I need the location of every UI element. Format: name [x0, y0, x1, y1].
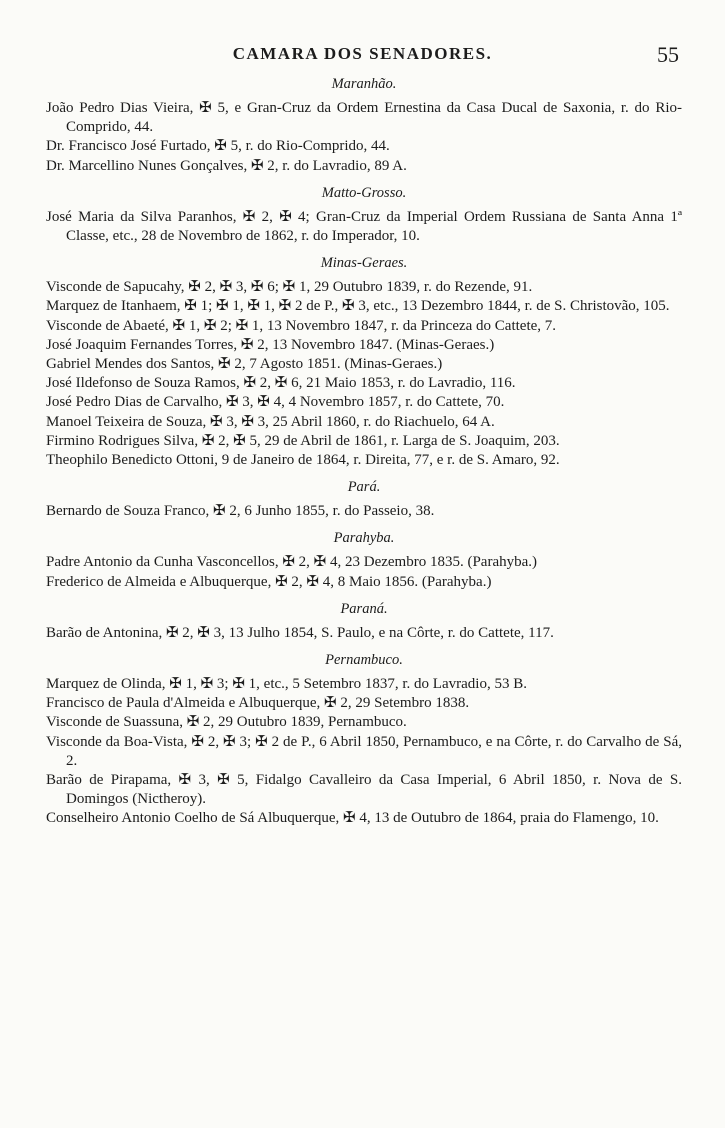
senator-entry: João Pedro Dias Vieira, ✠ 5, e Gran-Cruz da Ordem Ernestina da Casa Ducal de Saxonia, r. do Rio-Comprido, 44.	[46, 100, 682, 136]
senator-list	[46, 278, 682, 470]
senator-entry: Theophilo Benedicto Ottoni, 9 de Janeiro de 1864, r. Direita, 77, e r. de S. Amaro, 92.	[46, 452, 560, 469]
province-heading: Matto-Grosso.	[321, 184, 407, 201]
province-heading: Maranhão.	[331, 76, 397, 92]
senator-entry: Francisco de Paula d'Almeida e Albuquerque, ✠ 2, 29 Setembro 1838.	[46, 695, 470, 712]
senator-list	[46, 99, 682, 176]
senator-entry: Dr. Marcellino Nunes Gonçalves, ✠ 2, r. do Lavradio, 89 A.	[46, 157, 407, 174]
senator-entry: José Joaquim Fernandes Torres, ✠ 2, 13 Novembro 1847. (Minas-Geraes.)	[46, 336, 495, 353]
running-title: CAMARA DOS SENADORES.	[232, 44, 493, 63]
senator-entry: Visconde de Abaeté, ✠ 1, ✠ 2; ✠ 1, 13 Novembro 1847, r. da Princeza do Cattete, 7.	[46, 317, 557, 334]
senator-entry: Dr. Francisco José Furtado, ✠ 5, r. do Rio-Comprido, 44.	[46, 138, 390, 155]
senator-list	[46, 624, 682, 643]
senator-entry: Padre Antonio da Cunha Vasconcellos, ✠ 2, ✠ 4, 23 Dezembro 1835. (Parahyba.)	[46, 554, 538, 571]
province-heading: Minas-Geraes.	[320, 255, 408, 272]
senator-list	[46, 675, 682, 829]
senator-entry: Barão de Pirapama, ✠ 3, ✠ 5, Fidalgo Cavalleiro da Casa Imperial, 6 Abril 1850, r. Nova de S. Domingos (Nictheroy).	[46, 772, 682, 808]
senator-entry: José Pedro Dias de Carvalho, ✠ 3, ✠ 4, 4 Novembro 1857, r. do Cattete, 70.	[46, 394, 505, 411]
page-number: 55	[657, 42, 679, 67]
senator-entry: Manoel Teixeira de Souza, ✠ 3, ✠ 3, 25 Abril 1860, r. do Riachuelo, 64 A.	[46, 413, 495, 430]
province-heading: Paraná.	[340, 600, 388, 617]
senator-entry: Marquez de Olinda, ✠ 1, ✠ 3; ✠ 1, etc., 5 Setembro 1837, r. do Lavradio, 53 B.	[46, 676, 527, 693]
senator-entry: José Maria da Silva Paranhos, ✠ 2, ✠ 4; Gran-Cruz da Imperial Ordem Russiana de Santa Anna 1ª Classe, etc., 28 de Novembro de 1862, r. do Imperador, 10.	[46, 208, 682, 245]
page-header	[0, 44, 725, 70]
senator-entry: Gabriel Mendes dos Santos, ✠ 2, 7 Agosto 1851. (Minas-Geraes.)	[46, 356, 443, 373]
senator-entry: Firmino Rodrigues Silva, ✠ 2, ✠ 5, 29 de Abril de 1861, r. Larga de S. Joaquim, 203.	[46, 432, 560, 449]
senator-entry: Visconde de Sapucahy, ✠ 2, ✠ 3, ✠ 6; ✠ 1, 29 Outubro 1839, r. do Rezende, 91.	[46, 279, 533, 296]
senator-entry: José Ildefonso de Souza Ramos, ✠ 2, ✠ 6, 21 Maio 1853, r. do Lavradio, 116.	[46, 375, 516, 392]
senator-entry: Barão de Antonina, ✠ 2, ✠ 3, 13 Julho 1854, S. Paulo, e na Côrte, r. do Cattete, 117.	[46, 624, 554, 641]
senator-list	[46, 553, 682, 591]
senator-entry: Frederico de Almeida e Albuquerque, ✠ 2, ✠ 4, 8 Maio 1856. (Parahyba.)	[46, 573, 492, 590]
province-heading: Parahyba.	[333, 530, 395, 547]
senator-entry: Visconde da Boa-Vista, ✠ 2, ✠ 3; ✠ 2 de P., 6 Abril 1850, Pernambuco, e na Côrte, r. do Carvalho de Sá, 2.	[46, 733, 682, 769]
province-heading: Pernambuco.	[325, 652, 403, 669]
senator-listing	[46, 74, 682, 837]
senator-list	[46, 502, 682, 521]
province-heading: Pará.	[347, 479, 381, 496]
senator-list	[46, 208, 682, 246]
senator-entry: Conselheiro Antonio Coelho de Sá Albuquerque, ✠ 4, 13 de Outubro de 1864, praia do Flamengo, 10.	[46, 810, 659, 827]
senator-entry: Marquez de Itanhaem, ✠ 1; ✠ 1, ✠ 1, ✠ 2 de P., ✠ 3, etc., 13 Dezembro 1844, r. de S. Christovão, 105.	[46, 298, 670, 315]
senator-entry: Visconde de Suassuna, ✠ 2, 29 Outubro 1839, Pernambuco.	[46, 714, 407, 731]
senator-entry: Bernardo de Souza Franco, ✠ 2, 6 Junho 1855, r. do Passeio, 38.	[46, 503, 435, 520]
